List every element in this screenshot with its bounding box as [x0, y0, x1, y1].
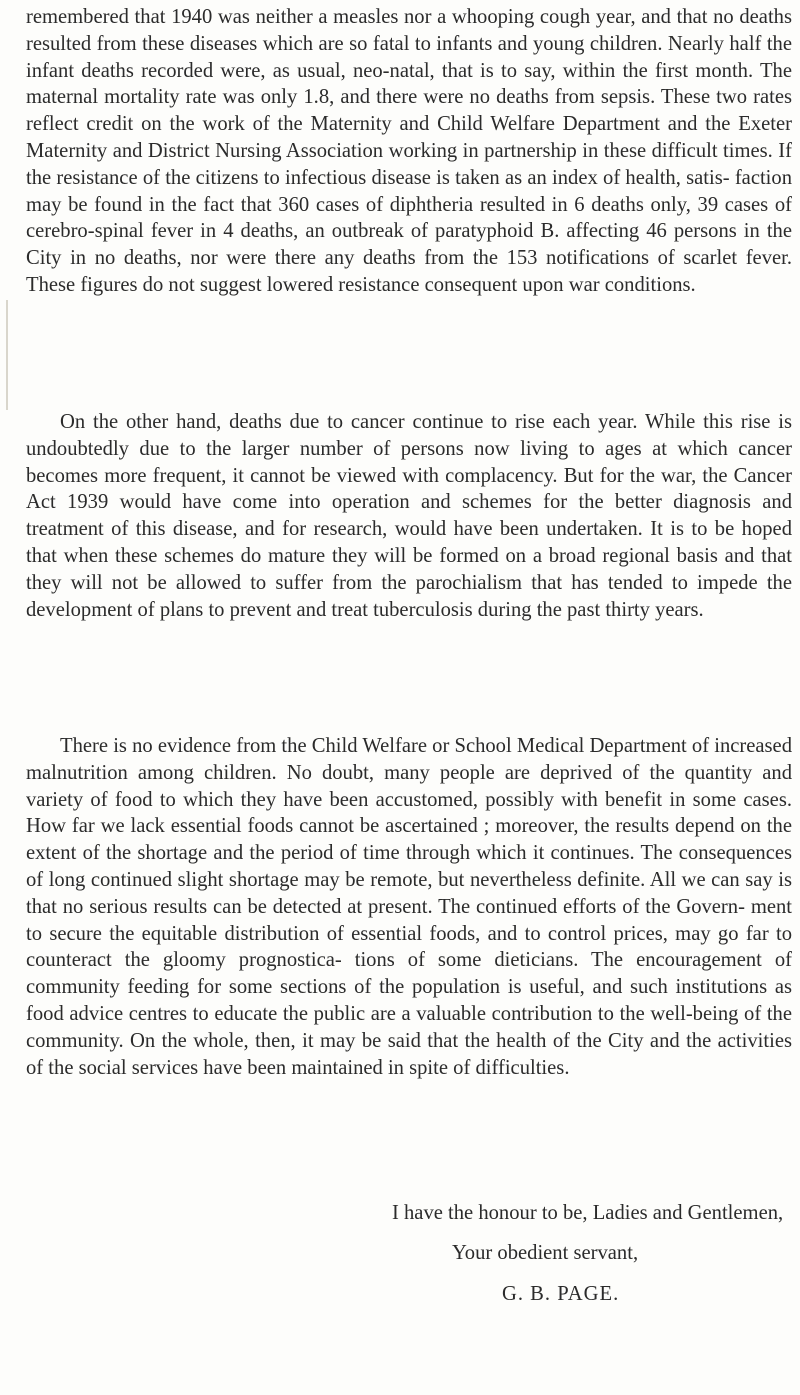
closing-servant: Your obedient servant, — [452, 1242, 639, 1264]
paragraph-cancer: On the other hand, deaths due to cancer continue to rise each year. While this rise is undoubtedly due to the larger number of persons now living to ages at which cancer becomes more frequent, it cannot be viewed with complacency. But for the war, the Cancer Act 1939 would have come into operation and schemes for the better diagnosis and treatment of this disease, and for research, would have been undertaken. It is to be hoped that when these schemes do mature they will be formed on a broad regional basis and that they will not be allowed to suffer from the parochialism that has tended to impede the development of plans to prevent and treat tuberculosis during the past thirty years. — [26, 411, 792, 621]
paragraph-vital-statistics: remembered that 1940 was neither a measles nor a whooping cough year, and that no deaths resulted from these diseases which are so fatal to infants and young children. Nearly half the infant deaths recorded were, as usual, neo-natal, that is to say, within the first month. The maternal mortality rate was only 1.8, and there were no deaths from sepsis. These two rates reflect credit on the work of the Maternity and Child Welfare Department and the Exeter Maternity and District Nursing Association working in partnership in these difficult times. If the resistance of the citizens to infectious disease is taken as an index of health, satis- faction may be found in the fact that 360 cases of diphtheria resulted in 6 deaths only, 39 cases of cerebro-spinal fever in 4 deaths, an outbreak of paratyphoid B. affecting 46 persons in the City in no deaths, nor were there any deaths from the 153 notifications of scarlet fever. These figures do not suggest lowered resistance consequent upon war conditions. — [26, 6, 792, 296]
closing-salutation: I have the honour to be, Ladies and Gentlemen, — [392, 1202, 784, 1224]
margin-shadow — [6, 300, 8, 410]
signature: G. B. PAGE. — [502, 1283, 620, 1305]
paragraph-malnutrition: There is no evidence from the Child Welfare or School Medical Department of increased malnutrition among children. No doubt, many people are deprived of the quantity and variety of food to which they have been accustomed, possibly with benefit in some cases. How far we lack essential foods cannot be ascertained ; moreover, the results depend on the extent of the shortage and the period of time through which it continues. The consequences of long continued slight shortage may be remote, but nevertheless definite. All we can say is that no serious results can be detected at present. The continued efforts of the Govern- ment to secure the equitable distribution of essential foods, and to control prices, may go far to counteract the gloomy prognostica- tions of some dieticians. The encouragement of community feeding for some sections of the population is useful, and such institutions as food advice centres to educate the public are a valuable contribution to the well-being of the community. On the whole, then, it may be said that the health of the City and the activities of the social services have been maintained in spite of difficulties. — [26, 735, 792, 1079]
